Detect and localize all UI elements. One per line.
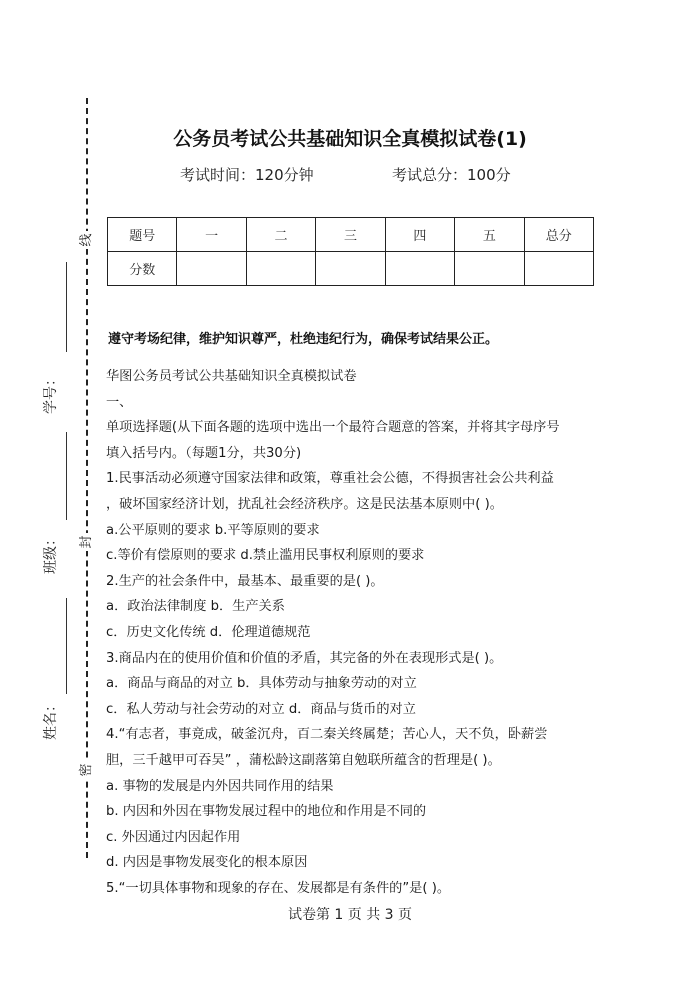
score-table-header-cell: 五 — [455, 218, 524, 252]
score-cell-3[interactable] — [316, 252, 385, 286]
content-line: 3.商品内在的使用价值和价值的矛盾，其完备的外在表现形式是( )。 — [106, 650, 503, 666]
content-line: 5.“一切具体事物和现象的存在、发展都是有条件的”是( )。 — [106, 880, 451, 896]
class-field[interactable] — [38, 432, 78, 582]
score-table-score-row — [108, 252, 594, 286]
score-cell-4[interactable] — [385, 252, 454, 286]
binding-char-xian: 线 — [79, 231, 95, 249]
score-table-header-cell: 总分 — [524, 218, 593, 252]
class-label: 班级： — [43, 532, 59, 574]
content-line: 胆，三千越甲可吞吴” ，蒲松龄这副落第自勉联所蕴含的哲理是( )。 — [106, 752, 501, 768]
name-line — [66, 598, 67, 694]
score-table-header-cell: 二 — [246, 218, 315, 252]
exam-content — [106, 364, 596, 901]
content-line: a.公平原则的要求 b.平等原则的要求 — [106, 522, 320, 538]
score-row-label: 分数 — [108, 252, 177, 286]
score-table-header-cell: 三 — [316, 218, 385, 252]
exam-title: 公务员考试公共基础知识全真模拟试卷(1) — [173, 128, 527, 150]
content-line: 4.“有志者，事竟成，破釜沉舟，百二秦关终属楚；苦心人，天不负，卧薪尝 — [106, 727, 548, 743]
exam-time: 考试时间：120分钟 — [180, 166, 314, 184]
content-line: d. 内因是事物发展变化的根本原因 — [106, 855, 308, 871]
content-line: 单项选择题(从下面各题的选项中选出一个最符合题意的答案，并将其字母序号 — [106, 420, 560, 436]
student-id-label: 学号： — [43, 372, 59, 414]
content-line: c. 外因通过内因起作用 — [106, 829, 241, 845]
exam-notice: 遵守考场纪律，维护知识尊严，杜绝违纪行为，确保考试结果公正。 — [108, 332, 499, 347]
score-cell-5[interactable] — [455, 252, 524, 286]
name-label: 姓名： — [43, 698, 59, 740]
name-field[interactable] — [38, 598, 78, 748]
score-table-header-cell: 题号 — [108, 218, 177, 252]
student-id-line — [66, 262, 67, 352]
binding-char-feng: 封 — [79, 533, 95, 551]
score-cell-1[interactable] — [177, 252, 246, 286]
binding-char-mi: 密 — [79, 761, 95, 779]
content-line: a．政治法律制度 b．生产关系 — [106, 599, 285, 615]
page-footer: 试卷第 1 页 共 3 页 — [287, 907, 413, 923]
content-line: 1.民事活动必须遵守国家法律和政策，尊重社会公德，不得损害社会公共利益 — [106, 471, 554, 487]
score-cell-total[interactable] — [524, 252, 593, 286]
content-line: c．私人劳动与社会劳动的对立 d．商品与货币的对立 — [106, 701, 416, 717]
content-line: c．历史文化传统 d．伦理道德规范 — [106, 624, 311, 640]
exam-total-score: 考试总分：100分 — [392, 166, 511, 184]
content-line: 2.生产的社会条件中，最基本、最重要的是( )。 — [106, 573, 384, 589]
content-line: b. 内因和外因在事物发展过程中的地位和作用是不同的 — [106, 804, 427, 820]
student-id-field[interactable] — [38, 262, 78, 422]
score-table-header-cell: 四 — [385, 218, 454, 252]
content-line: a．商品与商品的对立 b．具体劳动与抽象劳动的对立 — [106, 676, 417, 692]
content-line: a. 事物的发展是内外因共同作用的结果 — [106, 778, 334, 794]
class-line — [66, 432, 67, 520]
content-line: 一、 — [106, 394, 133, 410]
score-cell-2[interactable] — [246, 252, 315, 286]
content-line: ，破坏国家经济计划，扰乱社会经济秩序。这是民法基本原则中( )。 — [106, 496, 503, 512]
binding-dashed-line — [86, 98, 88, 858]
score-table-header-cell: 一 — [177, 218, 246, 252]
content-line: 华图公务员考试公共基础知识全真模拟试卷 — [106, 369, 357, 384]
content-line: 填入括号内。（每题1分，共30分) — [106, 445, 302, 461]
score-table — [107, 217, 594, 286]
content-line: c.等价有偿原则的要求 d.禁止滥用民事权利原则的要求 — [106, 548, 425, 564]
score-table-header-row — [108, 218, 594, 252]
